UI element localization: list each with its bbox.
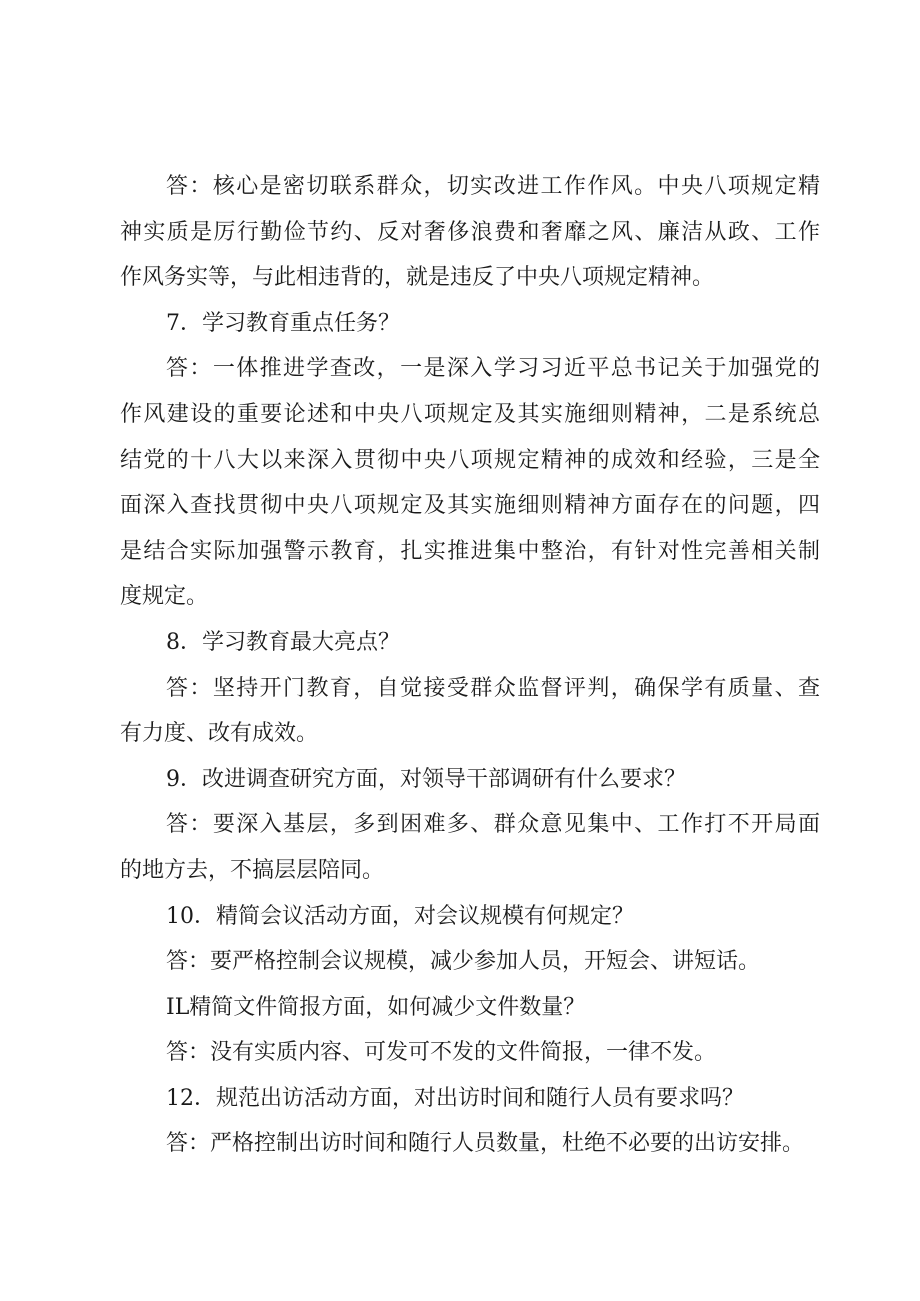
answer-9-line-1: 答：要深入基层，多到困难多、群众意见集中、工作打不开局面 <box>166 812 820 838</box>
question-9: 9．改进调查研究方面，对领导干部调研有什么要求？ <box>166 766 686 792</box>
answer-7-line-6: 度规定。 <box>120 584 209 610</box>
question-8: 8．学习教育最大亮点？ <box>166 629 400 655</box>
answer-8-line-2: 有力度、改有成效。 <box>120 721 319 747</box>
answer-11: 答：没有实质内容、可发可不发的文件简报，一律不发。 <box>166 1040 717 1066</box>
answer-7-line-1: 答：一体推进学查改，一是深入学习习近平总书记关于加强党的 <box>166 356 820 382</box>
question-10: 10．精简会议活动方面，对会议规模有何规定？ <box>166 903 634 929</box>
answer-12: 答：严格控制出访时间和随行人员数量，杜绝不必要的出访安排。 <box>166 1131 805 1157</box>
question-7: 7．学习教育重点任务？ <box>166 310 400 336</box>
answer-6-line-2: 神实质是厉行勤俭节约、反对奢侈浪费和奢靡之风、廉洁从政、工作 <box>120 219 820 245</box>
answer-7-line-2: 作风建设的重要论述和中央八项规定及其实施细则精神，二是系统总 <box>120 401 820 427</box>
answer-9-line-2: 的地方去，不搞层层陪同。 <box>120 857 385 883</box>
answer-7-line-4: 面深入查找贯彻中央八项规定及其实施细则精神方面存在的问题，四 <box>120 493 820 519</box>
document-body <box>120 164 820 1167</box>
answer-7-line-5: 是结合实际加强警示教育，扎实推进集中整治，有针对性完善相关制 <box>120 538 820 564</box>
question-11: IL精简文件简报方面，如何减少文件数量？ <box>166 994 586 1020</box>
question-12: 12．规范出访活动方面，对出访时间和随行人员有要求吗？ <box>166 1085 744 1111</box>
answer-10: 答：要严格控制会议规模，减少参加人员，开短会、讲短话。 <box>166 949 761 975</box>
answer-8-line-1: 答：坚持开门教育，自觉接受群众监督评判，确保学有质量、查 <box>166 675 820 701</box>
answer-6-line-3: 作风务实等，与此相违背的，就是违反了中央八项规定精神。 <box>120 265 715 291</box>
answer-6-line-1: 答：核心是密切联系群众，切实改进工作作风。中央八项规定精 <box>166 174 820 199</box>
answer-7-line-3: 结党的十八大以来深入贯彻中央八项规定精神的成效和经验，三是全 <box>120 447 820 473</box>
